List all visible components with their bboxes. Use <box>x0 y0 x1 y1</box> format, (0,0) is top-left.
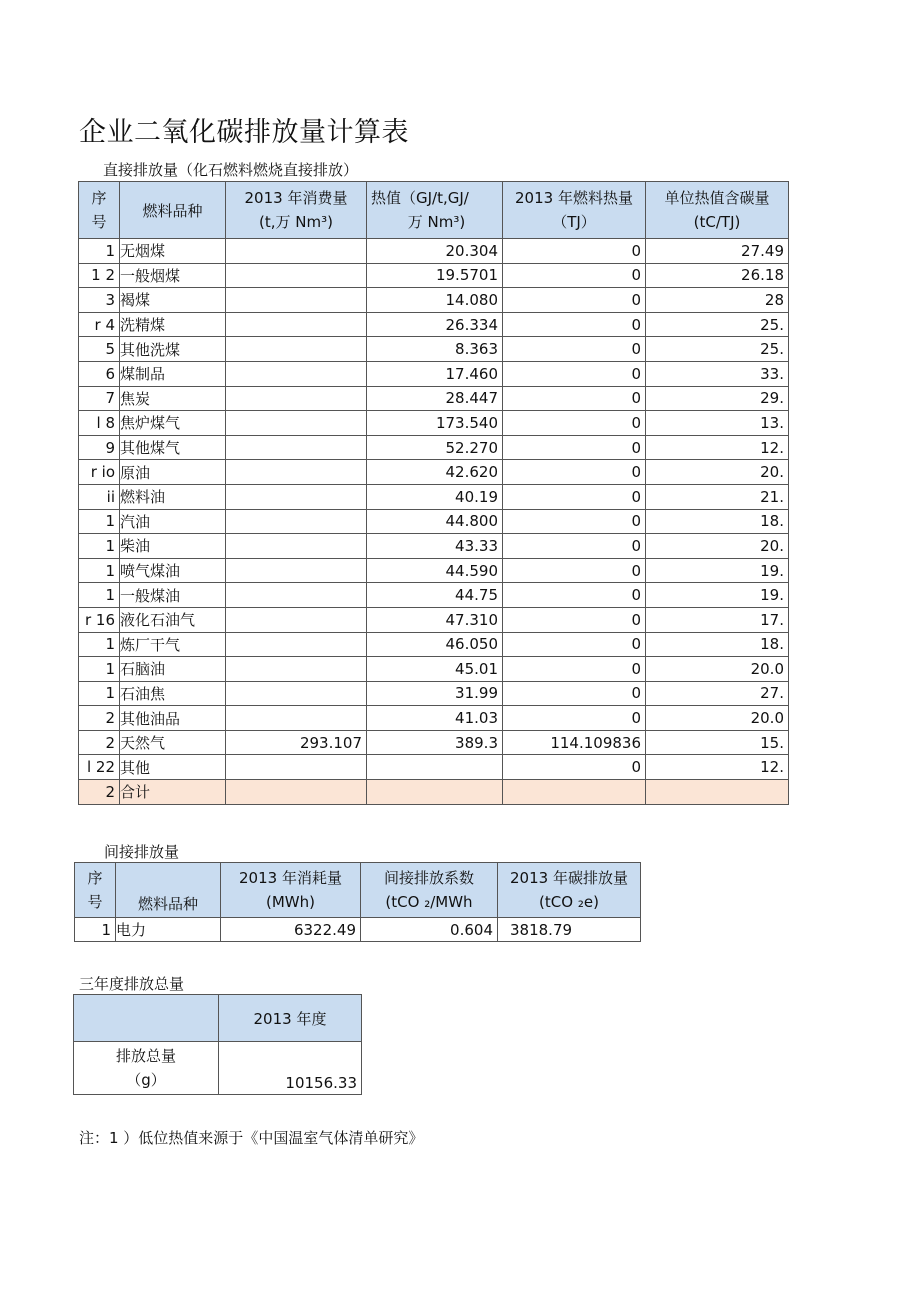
row-seq: 1 <box>79 681 120 706</box>
row-consumption <box>226 312 367 337</box>
row-carbon-content: 25. <box>646 337 789 362</box>
direct-emission-table <box>78 181 789 805</box>
row-heat-value <box>367 780 503 805</box>
table-row <box>79 558 789 583</box>
row-fuel-heat: 0 <box>503 411 646 436</box>
direct-table-body <box>79 239 789 805</box>
row-seq: 6 <box>79 361 120 386</box>
row-fuel-heat: 0 <box>503 460 646 485</box>
row-heat-value: 42.620 <box>367 460 503 485</box>
table-row <box>79 312 789 337</box>
row-fuel: 天然气 <box>120 730 226 755</box>
row-fuel: 褐煤 <box>120 288 226 313</box>
col-header-fuel: 燃料品种 <box>120 182 226 239</box>
row-fuel-heat: 0 <box>503 583 646 608</box>
row-fuel-heat <box>503 780 646 805</box>
row-seq: 1 <box>79 558 120 583</box>
row-consumption <box>226 263 367 288</box>
row-consumption <box>226 657 367 682</box>
row-heat-value: 44.590 <box>367 558 503 583</box>
row-fuel: 液化石油气 <box>120 607 226 632</box>
row-fuel: 柴油 <box>120 534 226 559</box>
row-heat-value: 8.363 <box>367 337 503 362</box>
row-carbon-content: 19. <box>646 583 789 608</box>
row-carbon-content: 13. <box>646 411 789 436</box>
row-fuel-heat: 114.109836 <box>503 730 646 755</box>
row-consumption <box>226 411 367 436</box>
row-heat-value: 389.3 <box>367 730 503 755</box>
table-row <box>79 632 789 657</box>
row-carbon-content: 12. <box>646 435 789 460</box>
row-seq: l 22 <box>79 755 120 780</box>
row-carbon-content: 18. <box>646 632 789 657</box>
col-header-heat-value: 热值（GJ/t,GJ/ 万 Nm³) <box>367 182 503 239</box>
row-fuel-heat: 0 <box>503 288 646 313</box>
row-heat-value: 41.03 <box>367 706 503 731</box>
row-carbon-content <box>646 780 789 805</box>
row-carbon-content: 28 <box>646 288 789 313</box>
row-carbon-content: 12. <box>646 755 789 780</box>
row-consumption <box>226 632 367 657</box>
row-consumption <box>226 706 367 731</box>
table-row <box>79 583 789 608</box>
row-heat-value: 14.080 <box>367 288 503 313</box>
row-heat-value: 47.310 <box>367 607 503 632</box>
col-header-consumption: 2013 年消耗量 (MWh) <box>221 863 361 918</box>
row-fuel-heat: 0 <box>503 681 646 706</box>
row-seq: r 4 <box>79 312 120 337</box>
total-emission-table <box>73 994 362 1095</box>
row-consumption: 293.107 <box>226 730 367 755</box>
row-fuel: 石脑油 <box>120 657 226 682</box>
row-heat-value: 31.99 <box>367 681 503 706</box>
table-row <box>79 484 789 509</box>
row-consumption <box>226 755 367 780</box>
row-fuel-heat: 0 <box>503 312 646 337</box>
row-consumption <box>226 484 367 509</box>
row-fuel: 焦炭 <box>120 386 226 411</box>
row-fuel-heat: 0 <box>503 534 646 559</box>
row-seq: r io <box>79 460 120 485</box>
row-heat-value: 20.304 <box>367 239 503 264</box>
row-heat-value: 28.447 <box>367 386 503 411</box>
table-row <box>79 509 789 534</box>
row-heat-value <box>367 755 503 780</box>
row-heat-value: 44.75 <box>367 583 503 608</box>
table-row <box>79 386 789 411</box>
row-consumption <box>226 780 367 805</box>
col-header-year: 2013 年度 <box>219 995 362 1042</box>
row-fuel: 一般烟煤 <box>120 263 226 288</box>
table-row <box>79 361 789 386</box>
row-fuel-heat: 0 <box>503 337 646 362</box>
row-carbon-content: 20. <box>646 534 789 559</box>
col-header-consumption: 2013 年消费量 (t,万 Nm³) <box>226 182 367 239</box>
indirect-emission-caption: 间接排放量 <box>104 843 180 861</box>
row-carbon-content: 18. <box>646 509 789 534</box>
row-carbon-content: 25. <box>646 312 789 337</box>
table-row <box>79 435 789 460</box>
row-seq: 3 <box>79 288 120 313</box>
row-seq: 2 <box>79 780 120 805</box>
row-consumption <box>226 337 367 362</box>
col-header-seq: 序 号 <box>79 182 120 239</box>
row-fuel: 煤制品 <box>120 361 226 386</box>
row-fuel-heat: 0 <box>503 435 646 460</box>
row-consumption <box>226 583 367 608</box>
row-fuel: 合计 <box>120 780 226 805</box>
row-fuel-heat: 0 <box>503 755 646 780</box>
row-fuel: 电力 <box>116 918 221 942</box>
row-fuel: 燃料油 <box>120 484 226 509</box>
row-heat-value: 40.19 <box>367 484 503 509</box>
col-header-fuel-heat: 2013 年燃料热量 （TJ） <box>503 182 646 239</box>
row-fuel: 石油焦 <box>120 681 226 706</box>
row-carbon-content: 27.49 <box>646 239 789 264</box>
row-seq: 9 <box>79 435 120 460</box>
row-heat-value: 46.050 <box>367 632 503 657</box>
row-consumption <box>226 558 367 583</box>
table-row <box>79 411 789 436</box>
row-seq: l 8 <box>79 411 120 436</box>
row-carbon-content: 33. <box>646 361 789 386</box>
row-consumption <box>226 607 367 632</box>
row-fuel-heat: 0 <box>503 386 646 411</box>
table-row <box>79 263 789 288</box>
row-fuel: 汽油 <box>120 509 226 534</box>
row-consumption: 6322.49 <box>221 918 361 942</box>
row-carbon-content: 20.0 <box>646 657 789 682</box>
row-seq: 2 <box>79 706 120 731</box>
row-fuel: 其他煤气 <box>120 435 226 460</box>
row-fuel: 原油 <box>120 460 226 485</box>
table-row <box>79 755 789 780</box>
row-carbon-content: 15. <box>646 730 789 755</box>
row-consumption <box>226 386 367 411</box>
row-consumption <box>226 460 367 485</box>
table-row <box>79 657 789 682</box>
footnote: 注：1 ）低位热值来源于《中国温室气体清单研究》 <box>79 1129 424 1147</box>
row-seq: 1 2 <box>79 263 120 288</box>
table-row <box>79 607 789 632</box>
col-header-emission: 2013 年碳排放量 (tCO ₂e) <box>498 863 641 918</box>
row-carbon-content: 26.18 <box>646 263 789 288</box>
row-fuel: 焦炉煤气 <box>120 411 226 436</box>
row-heat-value: 43.33 <box>367 534 503 559</box>
table-row <box>79 288 789 313</box>
row-carbon-content: 27. <box>646 681 789 706</box>
total-label: 排放总量 （g） <box>74 1042 219 1095</box>
row-seq: 7 <box>79 386 120 411</box>
row-seq: 1 <box>79 632 120 657</box>
row-seq: 1 <box>75 918 116 942</box>
row-fuel: 其他油品 <box>120 706 226 731</box>
total-value: 10156.33 <box>219 1042 362 1095</box>
table-row <box>79 780 789 805</box>
table-row <box>79 460 789 485</box>
row-fuel-heat: 0 <box>503 632 646 657</box>
row-factor: 0.604 <box>361 918 498 942</box>
row-fuel: 其他洗煤 <box>120 337 226 362</box>
row-fuel-heat: 0 <box>503 361 646 386</box>
row-seq: 1 <box>79 657 120 682</box>
row-fuel-heat: 0 <box>503 657 646 682</box>
row-consumption <box>226 681 367 706</box>
row-seq: 5 <box>79 337 120 362</box>
table-row <box>79 337 789 362</box>
page-title: 企业二氧化碳排放量计算表 <box>79 117 409 148</box>
row-consumption <box>226 239 367 264</box>
table-row <box>79 534 789 559</box>
row-seq: 1 <box>79 583 120 608</box>
row-fuel: 一般煤油 <box>120 583 226 608</box>
row-fuel: 无烟煤 <box>120 239 226 264</box>
col-header-fuel: 燃料品种 <box>116 863 221 918</box>
row-fuel-heat: 0 <box>503 484 646 509</box>
row-fuel-heat: 0 <box>503 607 646 632</box>
row-heat-value: 17.460 <box>367 361 503 386</box>
row-seq: 1 <box>79 534 120 559</box>
row-consumption <box>226 435 367 460</box>
row-seq: ii <box>79 484 120 509</box>
row-heat-value: 19.5701 <box>367 263 503 288</box>
row-consumption <box>226 509 367 534</box>
row-consumption <box>226 534 367 559</box>
row-carbon-content: 20.0 <box>646 706 789 731</box>
row-emission: 3818.79 <box>498 918 641 942</box>
row-consumption <box>226 288 367 313</box>
row-seq: 2 <box>79 730 120 755</box>
row-heat-value: 44.800 <box>367 509 503 534</box>
row-fuel-heat: 0 <box>503 509 646 534</box>
total-corner-cell <box>74 995 219 1042</box>
row-carbon-content: 19. <box>646 558 789 583</box>
row-carbon-content: 17. <box>646 607 789 632</box>
row-carbon-content: 20. <box>646 460 789 485</box>
row-heat-value: 45.01 <box>367 657 503 682</box>
total-emission-caption: 三年度排放总量 <box>79 975 185 993</box>
table-row <box>79 706 789 731</box>
row-seq: 1 <box>79 509 120 534</box>
indirect-emission-table <box>74 862 641 942</box>
col-header-carbon-content: 单位热值含碳量 (tC/TJ) <box>646 182 789 239</box>
col-header-emission-factor: 间接排放系数 (tCO ₂/MWh <box>361 863 498 918</box>
row-seq: 1 <box>79 239 120 264</box>
row-fuel: 炼厂干气 <box>120 632 226 657</box>
table-row <box>79 239 789 264</box>
row-heat-value: 173.540 <box>367 411 503 436</box>
table-row <box>79 730 789 755</box>
row-fuel-heat: 0 <box>503 706 646 731</box>
row-consumption <box>226 361 367 386</box>
table-row <box>79 681 789 706</box>
direct-emission-caption: 直接排放量（化石燃料燃烧直接排放） <box>103 161 359 179</box>
row-fuel: 喷气煤油 <box>120 558 226 583</box>
row-carbon-content: 29. <box>646 386 789 411</box>
row-fuel-heat: 0 <box>503 263 646 288</box>
row-fuel-heat: 0 <box>503 239 646 264</box>
col-header-seq: 序 号 <box>75 863 116 918</box>
row-heat-value: 52.270 <box>367 435 503 460</box>
row-fuel: 洗精煤 <box>120 312 226 337</box>
row-heat-value: 26.334 <box>367 312 503 337</box>
row-fuel: 其他 <box>120 755 226 780</box>
row-carbon-content: 21. <box>646 484 789 509</box>
row-fuel-heat: 0 <box>503 558 646 583</box>
row-seq: r 16 <box>79 607 120 632</box>
table-row <box>75 918 641 942</box>
